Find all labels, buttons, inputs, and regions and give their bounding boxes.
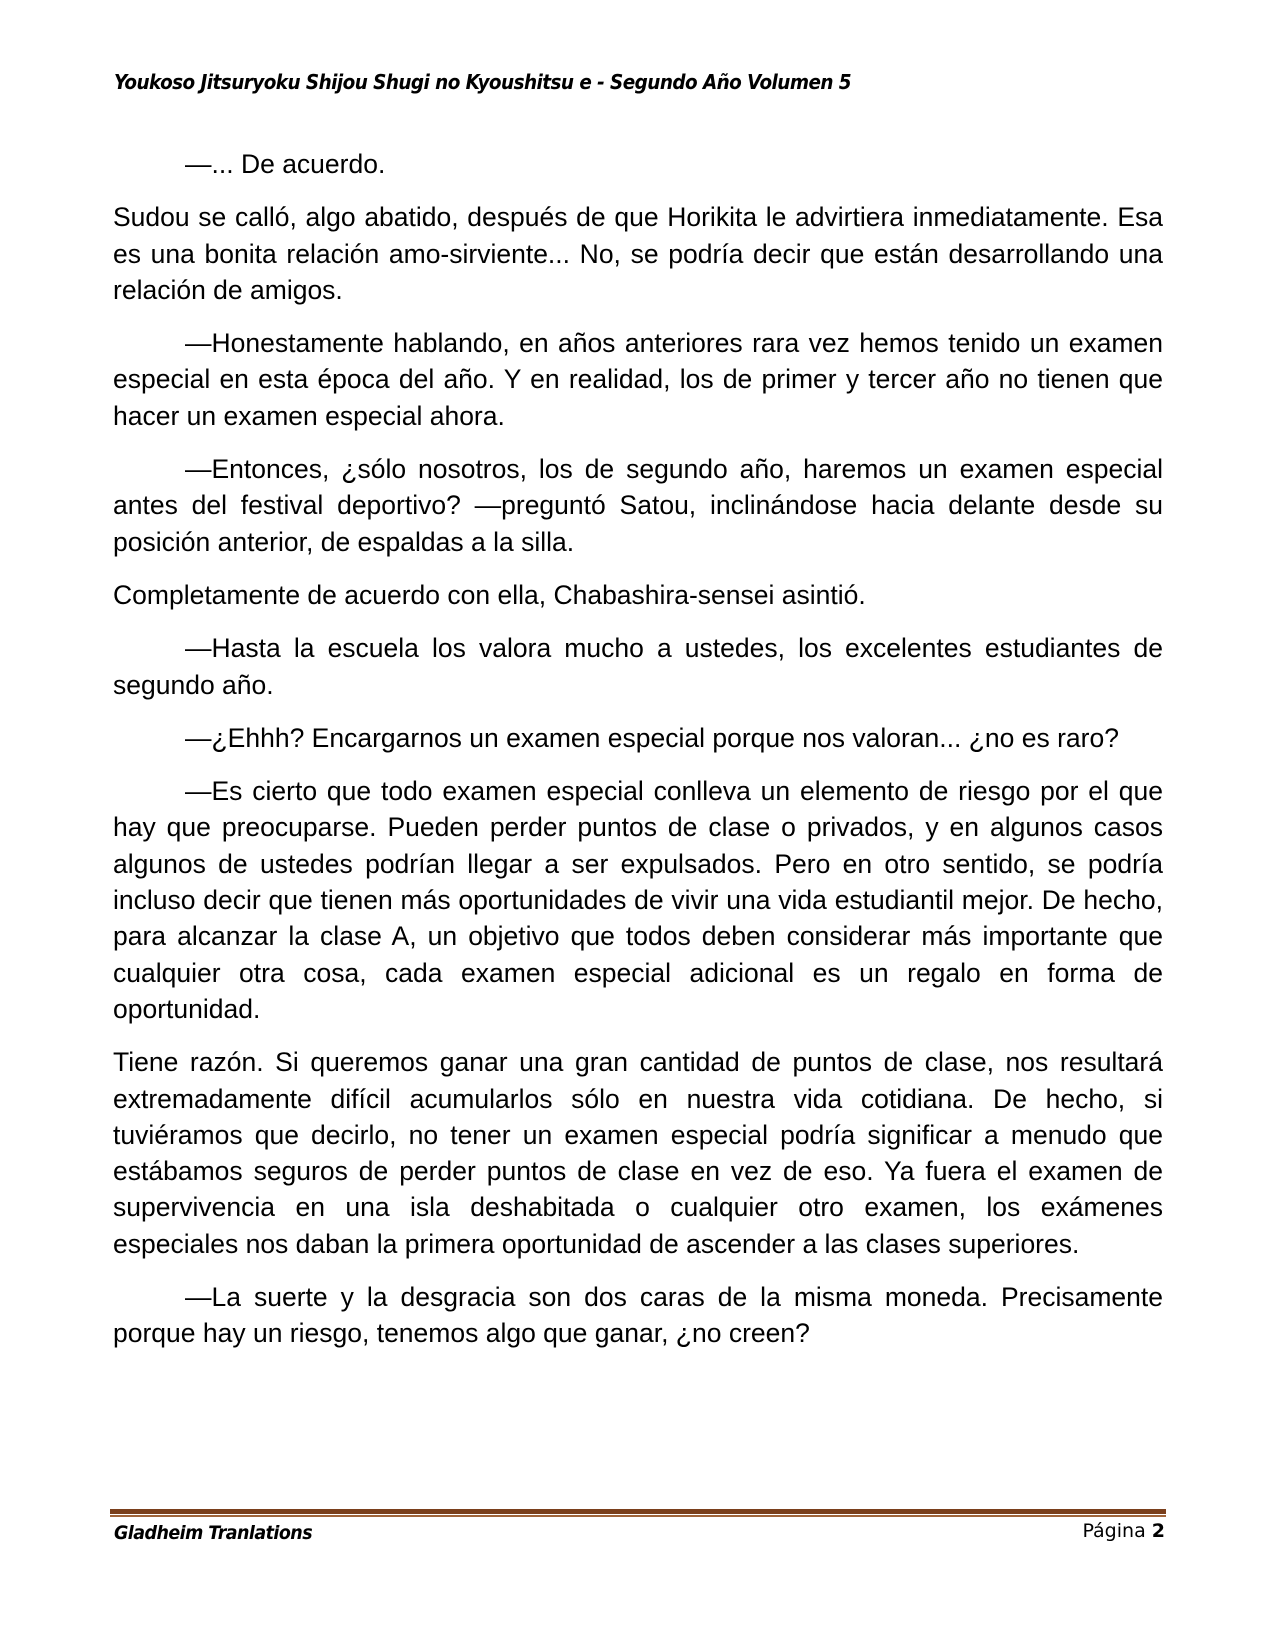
page-number-label bbox=[1082, 1520, 1165, 1542]
page-number: 2 bbox=[1151, 1520, 1165, 1542]
paragraph: —Honestamente hablando, en años anteriores rara vez hemos tenido un examen especial en esta época del año. Y en realidad, los de primer y tercer año no tienen que hacer un examen especial ahora. bbox=[113, 328, 1163, 431]
page-label: Página bbox=[1082, 1520, 1146, 1542]
paragraph: Sudou se calló, algo abatido, después de que Horikita le advirtiera inmediatamente. Esa es una bonita relación amo-sirviente... No, se podría decir que están desarrollando una relación de amigos. bbox=[113, 202, 1163, 305]
paragraph: —Es cierto que todo examen especial conlleva un elemento de riesgo por el que hay que preocuparse. Pueden perder puntos de clase o privados, y en algunos casos algunos de ustedes podrían llegar a ser expulsados. Pero en otro sentido, se podría incluso decir que tienen más oportunidades de vivir una vida estudiantil mejor. De hecho, para alcanzar la clase A, un objetivo que todos deben considerar más importante que cualquier otra cosa, cada examen especial adicional es un regalo en forma de oportunidad. bbox=[113, 776, 1163, 1024]
paragraph: Completamente de acuerdo con ella, Chabashira-sensei asintió. bbox=[113, 579, 866, 610]
paragraph: —¿Ehhh? Encargarnos un examen especial porque nos valoran... ¿no es raro? bbox=[185, 722, 1119, 753]
paragraph: —... De acuerdo. bbox=[185, 149, 386, 179]
paragraph: Tiene razón. Si queremos ganar una gran cantidad de puntos de clase, nos resultará extremadamente difícil acumularlos sólo en nuestra vida cotidiana. De hecho, si tuviéramos que decirlo, no tener un examen especial podría significar a menudo que estábamos seguros de perder puntos de clase en vez de eso. Ya fuera el examen de supervivencia en una isla deshabitada o cualquier otro examen, los exámenes especiales nos daban la primera oportunidad de ascender a las clases superiores. bbox=[113, 1047, 1163, 1259]
page-body bbox=[113, 146, 1163, 1369]
paragraph: —Entonces, ¿sólo nosotros, los de segundo año, haremos un examen especial antes del festival deportivo? —preguntó Satou, inclinándose hacia delante desde su posición anterior, de espaldas a la silla. bbox=[113, 454, 1163, 557]
footer-credit: Gladheim Tranlations bbox=[114, 1522, 313, 1544]
running-header-title: Youkoso Jitsuryoku Shijou Shugi no Kyoushitsu e - Segundo Año Volumen 5 bbox=[114, 70, 852, 94]
paragraph: —Hasta la escuela los valora mucho a ustedes, los excelentes estudiantes de segundo año. bbox=[113, 633, 1163, 700]
footer-divider bbox=[110, 1509, 1166, 1515]
paragraph: —La suerte y la desgracia son dos caras de la misma moneda. Precisamente porque hay un riesgo, tenemos algo que ganar, ¿no creen? bbox=[113, 1282, 1163, 1349]
